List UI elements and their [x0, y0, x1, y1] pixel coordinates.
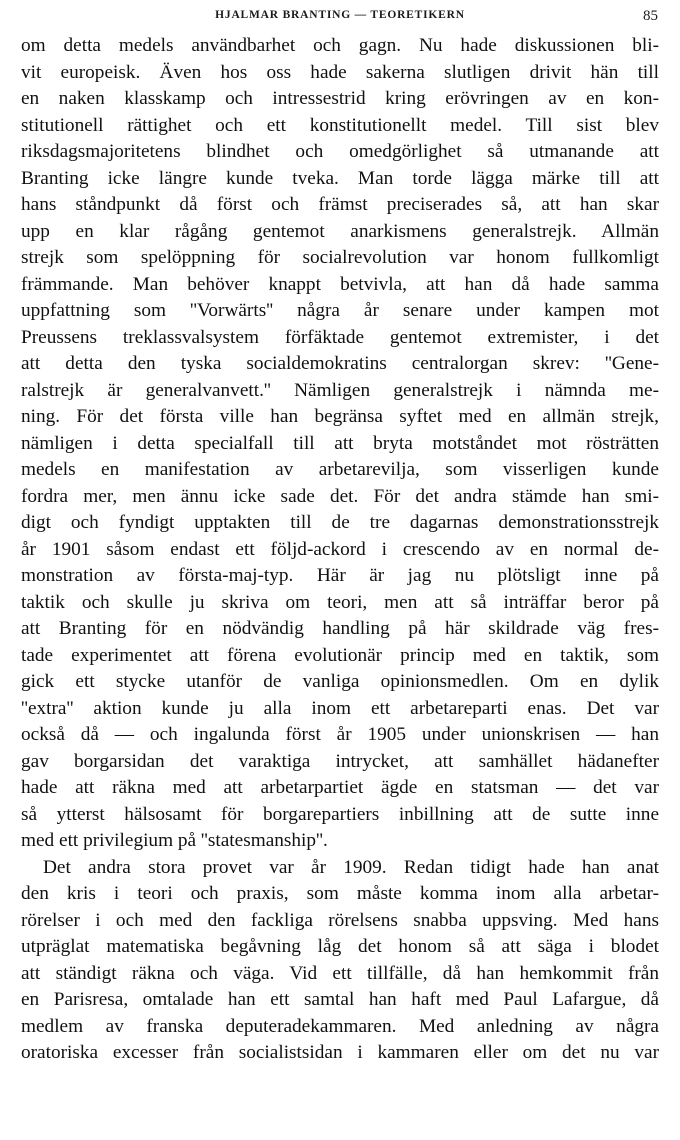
- text-line: att ständigt räkna och väga. Vid ett tillfälle, då han hemkommit från: [21, 962, 659, 984]
- text-line: så ytterst hälsosamt för borgarepartiers inbillning att de sutte inne: [21, 803, 659, 825]
- text-line: uppfattning som ''Vorwärts'' några år senare under kampen mot: [21, 300, 659, 321]
- text-line: ning. För det första ville han begränsa syftet med en allmän strejk,: [21, 406, 659, 427]
- text-line: den kris i teori och praxis, som måste komma inom alla arbetar-: [21, 883, 659, 904]
- text-line: digt och fyndigt upptakten till de tre dagarnas demonstrationsstrejk: [21, 512, 659, 533]
- text-line: medels en manifestation av arbetarevilja, som visserligen kunde: [21, 459, 659, 480]
- text-line: taktik och skulle ju skriva om teori, men att så inträffar beror på: [21, 591, 659, 613]
- text-line: hans ståndpunkt då först och främst preciserades så, att han skar: [21, 194, 659, 215]
- text-line: utpräglat matematiska begåvning låg det honom så att säga i blodet: [21, 936, 659, 957]
- text-line: monstration av första-maj-typ. Här är jag nu plötsligt inne på: [21, 565, 659, 586]
- running-title: HJALMAR BRANTING — TEORETIKERN: [215, 9, 465, 21]
- text-line: ralstrejk är generalvanvett.'' Nämligen generalstrejk i nämnda me-: [21, 379, 659, 401]
- text-line: en Parisresa, omtalade han ett samtal han haft med Paul Lafargue, då: [21, 989, 659, 1010]
- text-line: ''extra'' aktion kunde ju alla inom ett arbetareparti enas. Det var: [21, 697, 659, 719]
- text-line: att Branting för en nödvändig handling på här skildrade väg fres-: [21, 618, 659, 639]
- text-line: år 1901 såsom endast ett följd-ackord i crescendo av en normal de-: [21, 538, 659, 560]
- text-line: oratoriska excesser från socialistsidan i kammaren eller om det nu var: [21, 1042, 659, 1063]
- text-line: Preussens treklassvalsystem förfäktade gentemot extremister, i det: [21, 326, 659, 348]
- text-line: strejk som spelöppning för socialrevolution var honom fullkomligt: [21, 247, 659, 268]
- text-line: hade att räkna med att arbetarpartiet ägde en statsman — det var: [21, 777, 659, 798]
- text-line-paragraph-start: Det andra stora provet var år 1909. Redan tidigt hade han anat: [43, 856, 659, 878]
- text-line: en naken klasskamp och intressestrid kring erövringen av en kon-: [21, 88, 659, 109]
- text-line-paragraph-end: med ett privilegium på ''statesmanship''.: [21, 830, 328, 851]
- text-line: stitutionell rättighet och ett konstitutionellt medel. Till sist blev: [21, 114, 659, 136]
- text-line: upp en klar rågång gentemot anarkismens generalstrejk. Allmän: [21, 220, 659, 242]
- text-line: främmande. Man behöver knappt betvivla, att han då hade samma: [21, 273, 659, 295]
- text-line: vit europeisk. Även hos oss hade sakerna slutligen drivit hän till: [21, 61, 659, 83]
- running-head: [0, 9, 680, 27]
- text-line: också då — och ingalunda först år 1905 under unionskrisen — han: [21, 724, 659, 745]
- text-line: Branting icke längre kunde tveka. Man torde lägga märke till att: [21, 167, 659, 189]
- text-line: rörelser i och med den fackliga rörelsens snabba uppsving. Med hans: [21, 909, 659, 931]
- text-line: att detta den tyska socialdemokratins centralorgan skrev: ''Gene-: [21, 353, 659, 374]
- text-line: fordra mer, men ännu icke sade det. För det andra stämde han smi-: [21, 485, 659, 507]
- text-line: gick ett stycke utanför de vanliga opinionsmedlen. Om en dylik: [21, 671, 659, 692]
- body-text: [21, 33, 659, 1067]
- text-line: tade experimentet att förena evolutionär princip med en taktik, som: [21, 644, 659, 666]
- text-line: riksdagsmajoritetens blindhet och omedgörlighet så utmanande att: [21, 141, 659, 162]
- text-line: medlem av franska deputeradekammaren. Med anledning av några: [21, 1015, 659, 1037]
- page-number: 85: [643, 8, 658, 24]
- text-line: gav borgarsidan det varaktiga intrycket, att samhället hädanefter: [21, 750, 659, 772]
- text-line: om detta medels användbarhet och gagn. Nu hade diskussionen bli-: [21, 35, 659, 56]
- text-line: nämligen i detta specialfall till att bryta motståndet mot rösträtten: [21, 432, 659, 454]
